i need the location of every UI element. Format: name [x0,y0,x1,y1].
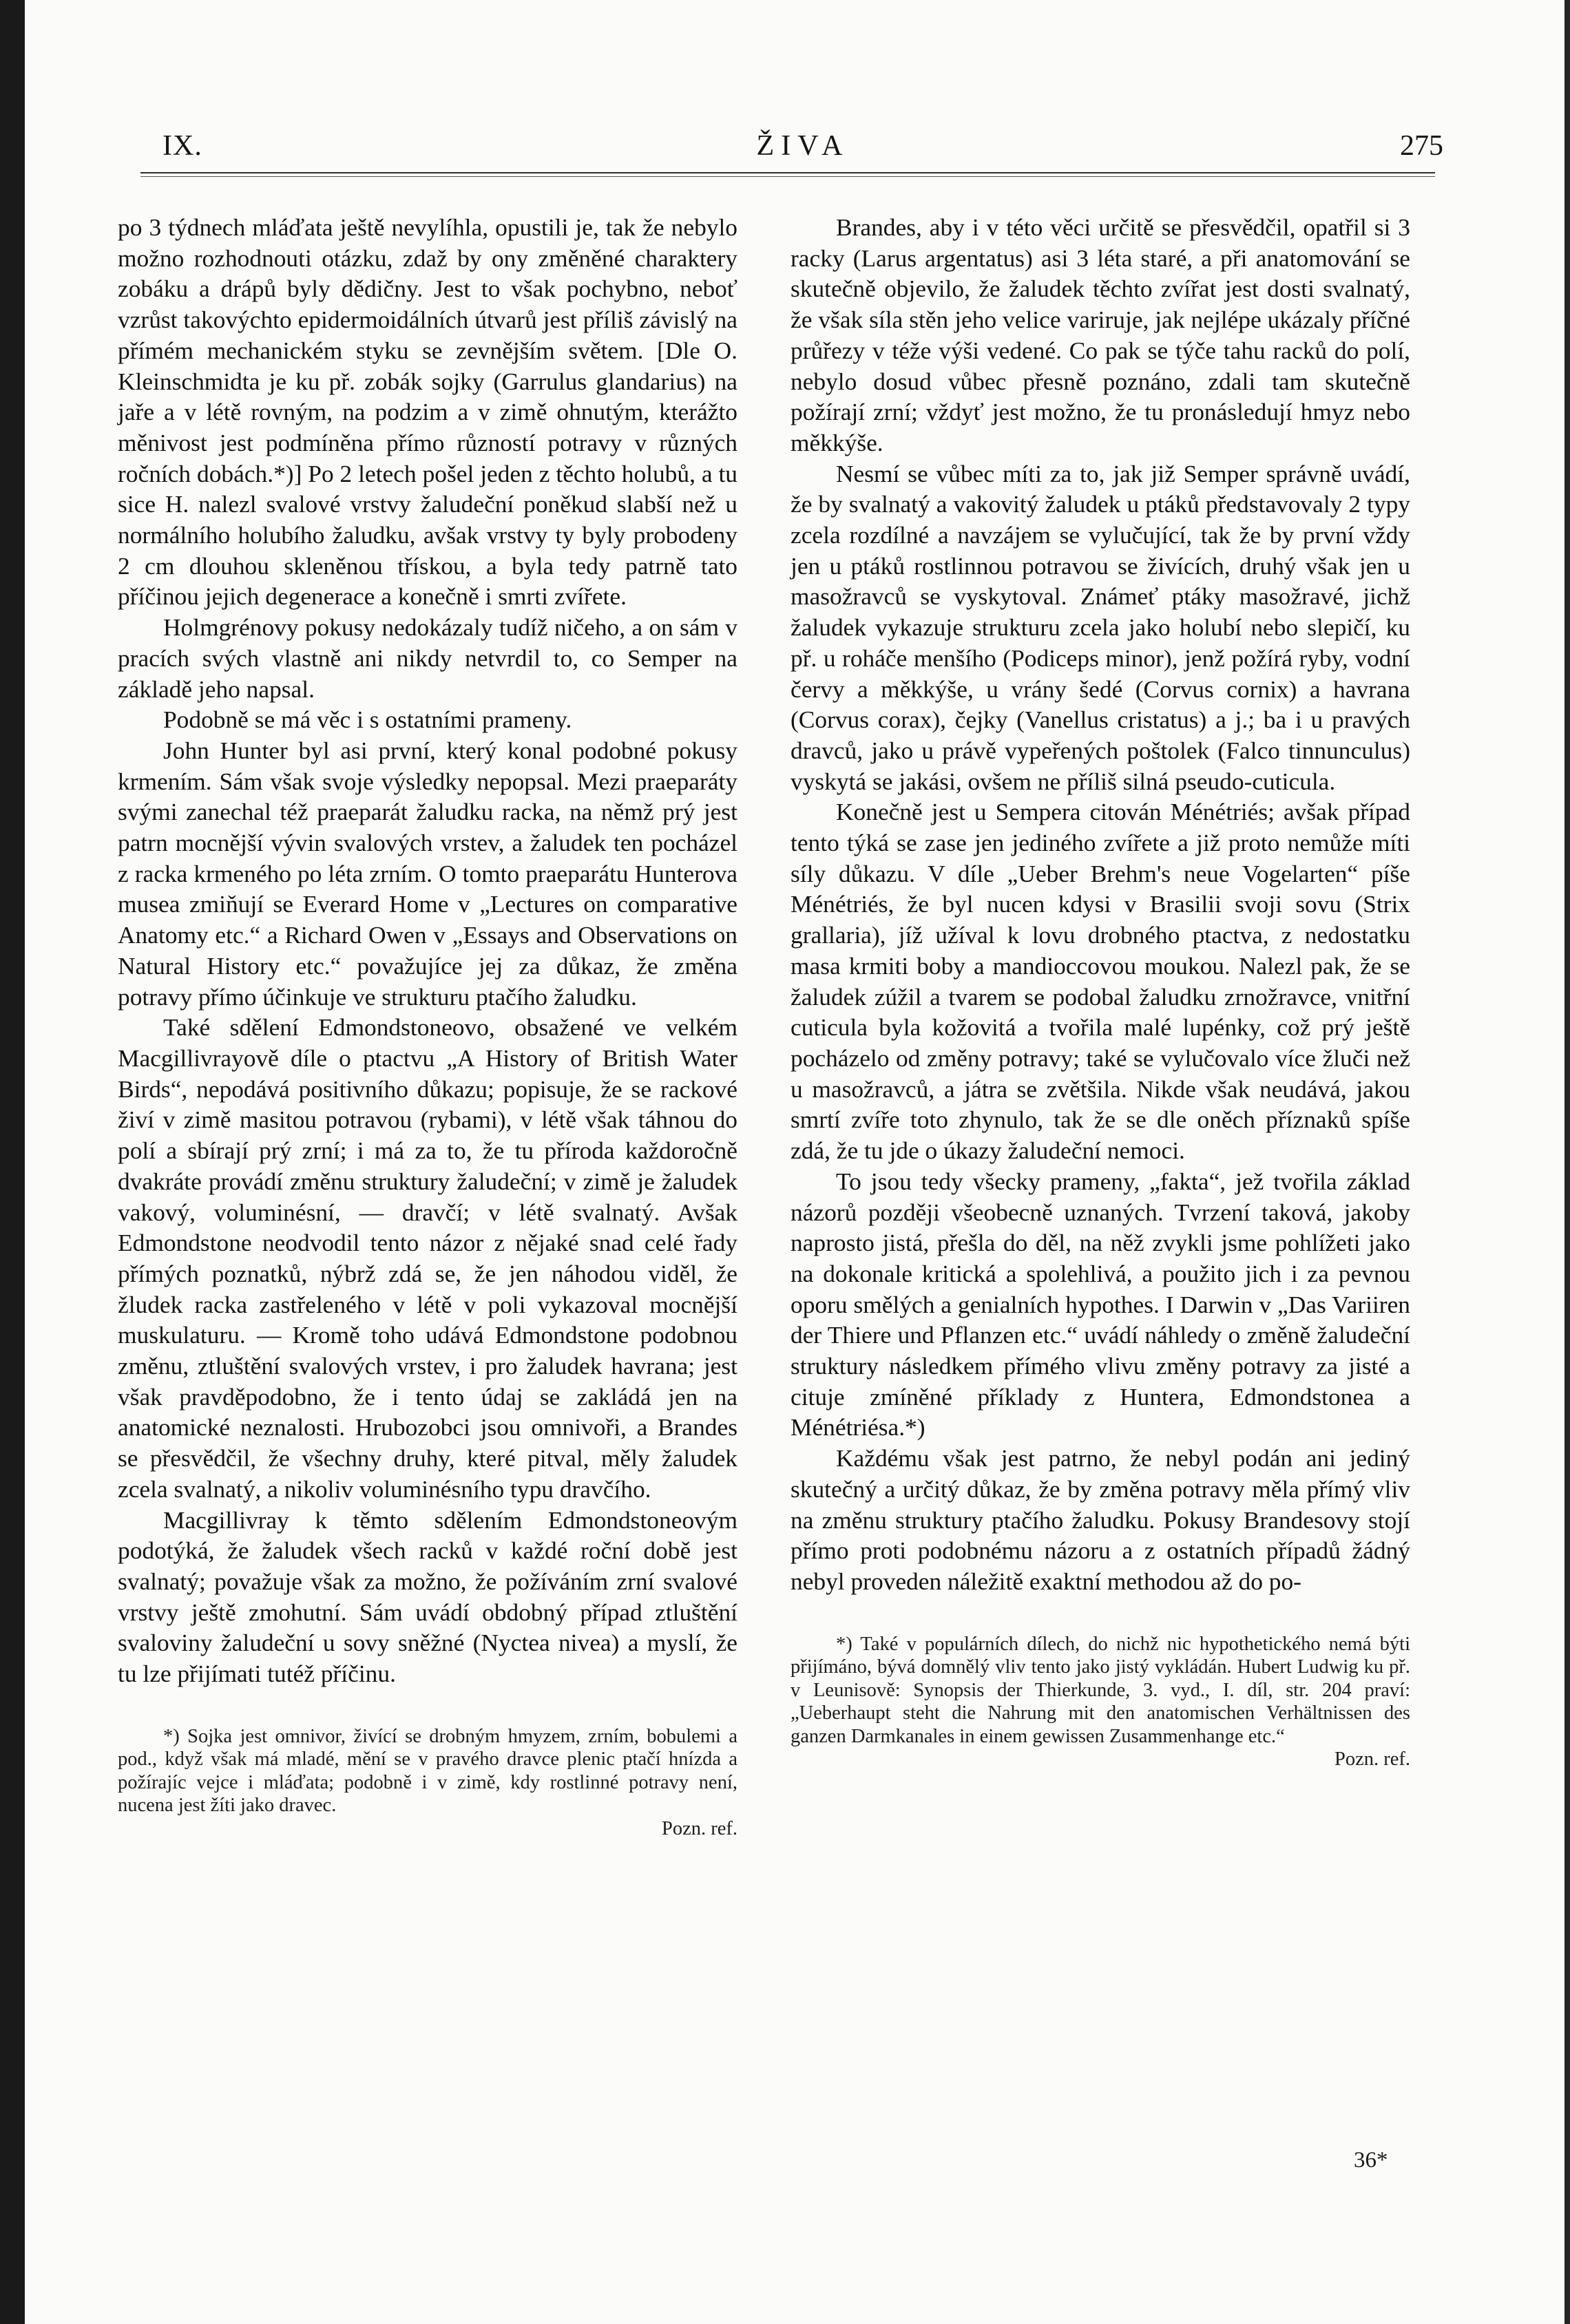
footnote-separator [791,1597,1410,1633]
paragraph: po 3 týdnech mláďata ještě nevylíhla, opustili je, tak že nebylo možno rozhodnouti otázku, zdaž by ony změněné charaktery zobáku a drápů byly dědičny. Jest to však pochybno, neboť vzrůst takovýchto epidermoidálních útvarů jest příliš závislý na přímém mechanickém styku se zevnějším světem. [Dle O. Kleinschmidta je ku př. zobák sojky (Garrulus glandarius) na jaře a v létě rovným, na podzim a v zimě ohnutým, kterážto měnivost jest podmíněna přímo růzností potravy v různých ročních dobách.*)] Po 2 letech pošel jeden z těchto holubů, a tu sice H. nalezl svalové vrstvy žaludeční poněkud slabší než u normálního holubího žaludku, avšak vrstvy ty byly probodeny 2 cm dlouhou skleněnou třískou, a byla tedy patrně tato příčinou jejich degenerace a konečně i smrti zvířete. [118,213,737,611]
footnote-ref: Pozn. ref. [661,1817,737,1839]
scan-edge [1564,0,1570,2324]
volume-number: IX. [163,130,202,162]
journal-page [25,0,1570,2324]
paragraph: Konečně jest u Sempera citován Ménétriés; avšak případ tento týká se zase jen jediného zvířete a již proto nemůže míti síly důkazu. V díle „Ueber Brehm's neue Vogelarten“ píše Ménétriés, že byl nucen kdysi v Brasilii svoji sovu (Strix grallaria), jíž užíval k lovu drobného ptactva, z nedostatku masa krmiti boby a mandioccovou moukou. Nalezl pak, že se žaludek zúžil a tvarem se podobal žaludku zrnožravce, vnitřní cuticula byla kožovitá a tvořila malé lupénky, což prý ještě pocházelo od změny potravy; také se vylučovalo více žluči než u masožravců, a játra se zvětšila. Nikde však neudává, jakou smrtí zvíře toto zhynulo, tak že se dle oněch příznaků spíše zdá, že tu jde o úkazy žaludeční nemoci. [791,798,1410,1165]
right-column [791,212,1410,1771]
footnote-separator [118,1689,737,1725]
paragraph: Brandes, aby i v této věci určitě se přesvědčil, opatřil si 3 racky (Larus argentatus) asi 3 léta staré, a při anatomování se skutečně objevilo, že žaludek těchto zvířat jest dosti svalnatý, že však síla stěn jeho velice variruje, jak nejlépe ukázaly příčné průřezy v téže výši vedené. Co pak se týče tahu racků do polí, nebylo dosud vůbec přesně poznáno, zdali tam skutečně požírají zrní; vždyť jest možno, že tu pronásledují hmyz nebo měkkýše. [791,213,1410,456]
paragraph: Nesmí se vůbec míti za to, jak již Semper správně uvádí, že by svalnatý a vakovitý žaludek u ptáků představovaly 2 typy zcela rozdílné a navzájem se vylučující, tak že by první vždy jen u ptáků rostlinnou potravou se živících, druhý však jen u masožravců se vyskytoval. Známeť ptáky masožravé, jichž žaludek vykazuje strukturu zcela jako holubí nebo slepičí, ku př. u roháče menšího (Podiceps minor), jenž požírá ryby, vodní červy a měkkýše, u vrány šedé (Corvus cornix) a havrana (Corvus corax), čejky (Vanellus cristatus) a j.; ba i u pravých dravců, jako u právě vypeřených poštolek (Falco tinnunculus) vyskytá se jakási, ovšem ne příliš silná pseudo-cuticula. [791,459,1410,795]
paragraph: Podobně se má věc i s ostatními prameny. [163,706,572,734]
header-rule [140,172,1435,173]
footnote: *) Sojka jest omnivor, živící se drobným hmyzem, zrním, bobulemi a pod., když však má mladé, mění se v pravého dravce plenic ptačí hnízda a požírajíc vejce i mláďata; podobně i v zimě, kdy rostlinné potravy není, nucena jest žíti jako dravec. [118,1725,737,1817]
page-number: 275 [1400,130,1443,162]
left-column [118,212,737,1840]
header-rule-thin [140,176,1435,177]
journal-title: ŽIVA [756,130,850,162]
footnote-ref: Pozn. ref. [1334,1749,1410,1771]
footnote: *) Také v populárních dílech, do nichž nic hypothetického nemá býti přijímáno, bývá domnělý vliv tento jako jistý vykládán. Hubert Ludwig ku př. v Leunisově: Synopsis der Thierkunde, 3. vyd., I. díl, str. 204 praví: „Ueberhaupt steht die Nahrung mit den anatomischen Verhältnissen des ganzen Darmkanales in einem gewissen Zusammenhange etc.“ [791,1633,1410,1747]
paragraph: Každému však jest patrno, že nebyl podán ani jediný skutečný a určitý důkaz, že by změna potravy měla přímý vliv na změnu struktury ptačího žaludku. Pokusy Brandesovy stojí přímo proti podobnému názoru a z ostatních případů žádný nebyl proveden náležitě exaktní methodou až do po- [791,1444,1410,1595]
paragraph: To jsou tedy všecky prameny, „fakta“, jež tvořila základ názorů později všeobecně uznaných. Tvrzení taková, jakoby naprosto jistá, přešla do děl, na něž zvykli jsme pohlížeti jako na dokonale kritická a spolehlivá, a použito jich i za pevnou oporu smělých a genialních hypothes. I Darwin v „Das Variiren der Thiere und Pflanzen etc.“ uvádí náhledy o změně žaludeční struktury následkem přímého vlivu změny potravy za jisté a cituje zmíněné příklady z Huntera, Edmondstonea a Ménétriésa.*) [791,1167,1410,1441]
paragraph: Také sdělení Edmondstoneovo, obsažené ve velkém Macgillivrayově díle o ptactvu „A History of British Water Birds“, nepodává positivního důkazu; popisuje, že se rackové živí v zimě masitou potravou (rybami), v létě však táhnou do polí a sbírají prý zrní; i má za to, že tu příroda každoročně dvakráte provádí změnu struktury žaludeční; v zimě je žaludek vakový, voluminésní, — dravčí; v létě svalnatý. Avšak Edmondstone neodvodil tento názor z nějaké snad celé řady přímých poznatků, nýbrž zdá se, že jen náhodou viděl, že žludek racka zastřeleného v létě v poli vykazoval mocnější muskulaturu. — Kromě toho udává Edmondstone podobnou změnu, ztluštění svalových vrstev, i pro žaludek havrana; jest však pravděpodobno, že i tento údaj se zakládá jen na anatomické neznalosti. Hrubozobci jsou omnivoři, a Brandes se přesvědčil, že všechny druhy, které pitval, měly žaludek zcela svalnatý, a nikoliv voluminésního typu dravčího. [118,1013,737,1503]
paragraph: Macgillivray k těmto sdělením Edmondstoneovým podotýká, že žaludek všech racků v každé roční době jest svalnatý; považuje však za možno, že požíváním zrní svalové vrstvy ještě zmohutní. Sám uvádí obdobný případ ztluštění svaloviny žaludeční u sovy sněžné (Nyctea nivea) a myslí, že tu lze přijímati tutéž příčinu. [118,1506,737,1688]
paragraph: Holmgrénovy pokusy nedokázaly tudíž ničeho, a on sám v pracích svých vlastně ani nikdy netvrdil to, co Semper na základě jeho napsal. [118,613,737,703]
running-header [163,129,1443,171]
paragraph: John Hunter byl asi první, který konal podobné pokusy krmením. Sám však svoje výsledky nepopsal. Mezi praeparáty svými zanechal též praeparát žaludku racka, na němž prý jest patrn mocnější vývin svalových vrstev, a žaludek ten pocházel z racka krmeného po léta zrním. O tomto praeparátu Hunterova musea zmiňují se Everard Home v „Lectures on comparative Anatomy etc.“ a Richard Owen v „Essays and Observations on Natural History etc.“ považujíce jej za důkaz, že změna potravy přímo účinkuje ve strukturu ptačího žaludku. [118,736,737,1011]
signature-mark: 36* [1354,2148,1388,2173]
